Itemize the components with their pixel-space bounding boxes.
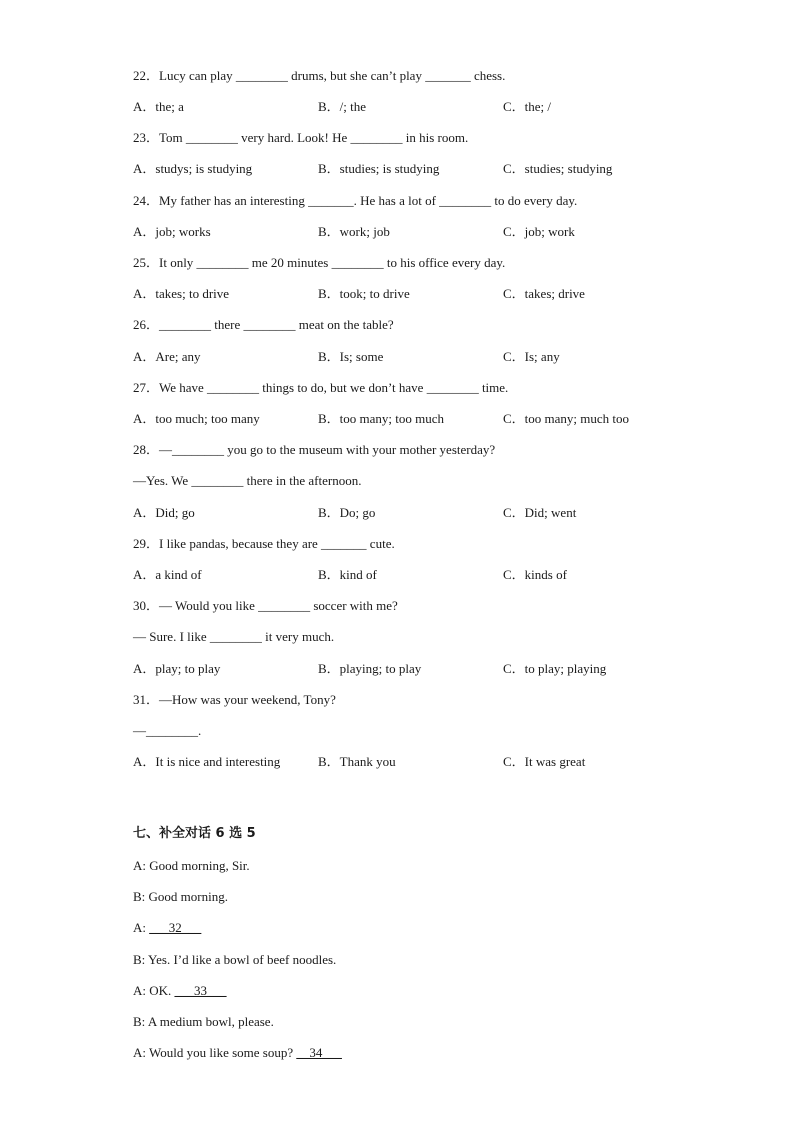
question-22-option-b: B．/; the — [318, 99, 367, 114]
question-22-option-c: C．the; / — [503, 99, 552, 114]
question-28-option-c: C．Did; went — [503, 505, 577, 520]
question-30-stem: 30．— Would you like ________ soccer with me? — [133, 598, 398, 613]
dialogue-text: A: — [133, 920, 150, 935]
dialogue-text: A: OK. — [133, 983, 175, 998]
question-27-option-a: A．too much; too many — [133, 411, 260, 426]
question-25-option-a: A．takes; to drive — [133, 286, 230, 301]
question-31-option-b: B．Thank you — [318, 754, 396, 769]
question-26-option-a: A．Are; any — [133, 349, 201, 364]
dialogue-line — [133, 1014, 274, 1030]
dialogue-line — [133, 920, 201, 936]
question-25-option-c: C．takes; drive — [503, 286, 585, 301]
question-23-option-b: B．studies; is studying — [318, 161, 440, 176]
question-29-stem: 29．I like pandas, because they are _______ cute. — [133, 536, 395, 551]
question-22-option-a: A．the; a — [133, 99, 184, 114]
question-27-option-b: B．too many; too much — [318, 411, 445, 426]
blank-34[interactable]: __34___ — [296, 1045, 342, 1060]
question-24-option-c: C．job; work — [503, 224, 575, 239]
question-30-option-c: C．to play; playing — [503, 661, 607, 676]
dialogue-text: A: Good morning, Sir. — [133, 858, 250, 873]
question-30-stem-reply: — Sure. I like ________ it very much. — [133, 629, 335, 644]
question-31-option-a: A．It is nice and interesting — [133, 754, 281, 769]
dialogue-text: B: Good morning. — [133, 889, 228, 904]
question-27-option-c: C．too many; much too — [503, 411, 630, 426]
question-23-stem: 23．Tom ________ very hard. Look! He ________ in his room. — [133, 130, 469, 145]
question-24-option-b: B．work; job — [318, 224, 390, 239]
dialogue-line — [133, 983, 227, 999]
section-title: 七、补全对话 6 选 5 — [133, 826, 256, 841]
blank-32[interactable]: ___32___ — [149, 920, 202, 935]
question-22-stem: 22．Lucy can play ________ drums, but she can’t play _______ chess. — [133, 68, 506, 83]
question-29-option-c: C．kinds of — [503, 567, 567, 582]
dialogue-text: B: A medium bowl, please. — [133, 1014, 274, 1029]
question-23-option-a: A．studys; is studying — [133, 161, 253, 176]
question-24-option-a: A．job; works — [133, 224, 211, 239]
question-26-option-c: C．Is; any — [503, 349, 560, 364]
dialogue-line — [133, 952, 336, 968]
question-31-stem: 31．—How was your weekend, Tony? — [133, 692, 336, 707]
dialogue-text: B: Yes. I’d like a bowl of beef noodles. — [133, 952, 337, 967]
question-24-stem: 24．My father has an interesting _______. He has a lot of ________ to do every day. — [133, 193, 578, 208]
question-28-option-a: A．Did; go — [133, 505, 195, 520]
question-30-option-b: B．playing; to play — [318, 661, 422, 676]
question-25-stem: 25．It only ________ me 20 minutes ________ to his office every day. — [133, 255, 506, 270]
question-28-stem-reply: —Yes. We ________ there in the afternoon. — [133, 473, 362, 488]
dialogue-line — [133, 889, 228, 905]
question-26-stem: 26．________ there ________ meat on the table? — [133, 317, 394, 332]
question-27-stem: 27．We have ________ things to do, but we don’t have ________ time. — [133, 380, 509, 395]
question-31-option-c: C．It was great — [503, 754, 586, 769]
question-29-option-a: A．a kind of — [133, 567, 202, 582]
question-30-option-a: A．play; to play — [133, 661, 221, 676]
blank-33[interactable]: ___33___ — [174, 983, 227, 998]
dialogue-line — [133, 1045, 342, 1061]
question-23-option-c: C．studies; studying — [503, 161, 613, 176]
dialogue-text: A: Would you like some soup? — [133, 1045, 297, 1060]
question-31-stem-reply: —________. — [133, 723, 202, 738]
question-28-stem: 28．—________ you go to the museum with your mother yesterday? — [133, 442, 496, 457]
dialogue-line — [133, 858, 250, 874]
question-26-option-b: B．Is; some — [318, 349, 384, 364]
question-28-option-b: B．Do; go — [318, 505, 376, 520]
question-29-option-b: B．kind of — [318, 567, 377, 582]
question-25-option-b: B．took; to drive — [318, 286, 410, 301]
